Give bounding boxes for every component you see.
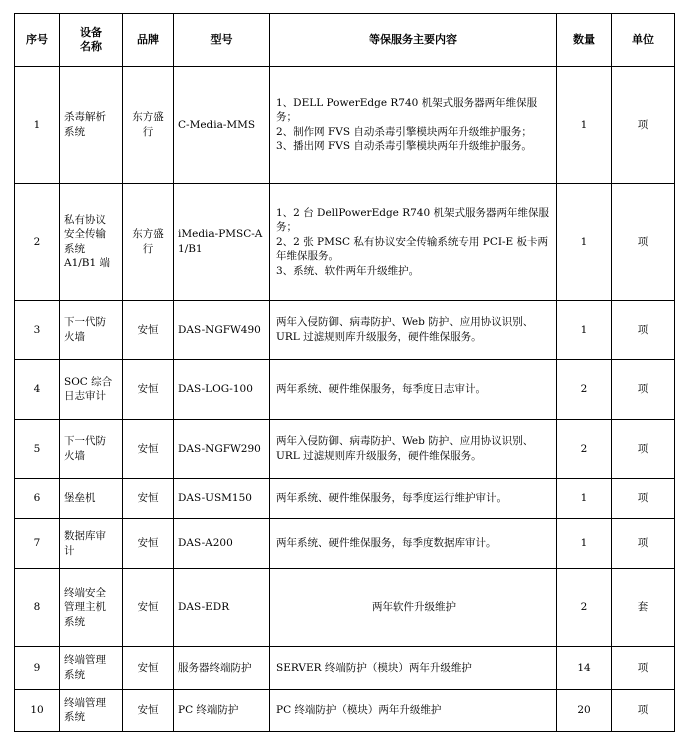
cell-qty: 1 [557, 519, 612, 568]
cell-model: DAS-A200 [174, 519, 270, 568]
table-row [15, 419, 675, 478]
table-row [15, 689, 675, 731]
cell-no: 10 [15, 689, 60, 731]
cell-name: 下一代防 火墙 [60, 300, 123, 359]
header-name: 设备 名称 [60, 14, 123, 67]
cell-content: SERVER 终端防护（模块）两年升级维护 [270, 647, 557, 689]
cell-qty: 14 [557, 647, 612, 689]
cell-name: 终端管理 系统 [60, 647, 123, 689]
table-row [15, 300, 675, 359]
header-qty: 数量 [557, 14, 612, 67]
cell-content: 两年软件升级维护 [270, 568, 557, 647]
cell-qty: 20 [557, 689, 612, 731]
cell-unit: 项 [612, 360, 675, 419]
cell-content: PC 终端防护（模块）两年升级维护 [270, 689, 557, 731]
cell-model: iMedia-PMSC-A1/B1 [174, 183, 270, 300]
cell-brand: 安恒 [123, 419, 174, 478]
cell-no: 6 [15, 479, 60, 519]
cell-brand: 安恒 [123, 689, 174, 731]
cell-qty: 1 [557, 183, 612, 300]
cell-model: C-Media-MMS [174, 67, 270, 184]
table-row [15, 479, 675, 519]
cell-no: 5 [15, 419, 60, 478]
cell-unit: 项 [612, 300, 675, 359]
cell-content: 两年入侵防御、病毒防护、Web 防护、应用协议识别、URL 过滤规则库升级服务，硬件维保服务。 [270, 300, 557, 359]
header-unit: 单位 [612, 14, 675, 67]
cell-unit: 项 [612, 67, 675, 184]
header-model: 型号 [174, 14, 270, 67]
cell-model: DAS-USM150 [174, 479, 270, 519]
cell-brand: 安恒 [123, 519, 174, 568]
cell-no: 3 [15, 300, 60, 359]
table-row [15, 183, 675, 300]
header-content: 等保服务主要内容 [270, 14, 557, 67]
cell-brand: 东方盛 行 [123, 183, 174, 300]
cell-qty: 1 [557, 479, 612, 519]
cell-content: 两年入侵防御、病毒防护、Web 防护、应用协议识别、URL 过滤规则库升级服务，硬件维保服务。 [270, 419, 557, 478]
cell-name: 堡垒机 [60, 479, 123, 519]
cell-unit: 项 [612, 479, 675, 519]
cell-unit: 项 [612, 183, 675, 300]
cell-model: PC 终端防护 [174, 689, 270, 731]
cell-brand: 安恒 [123, 300, 174, 359]
cell-name: SOC 综合 日志审计 [60, 360, 123, 419]
cell-name: 终端安全 管理主机 系统 [60, 568, 123, 647]
table-header-row [15, 14, 675, 67]
table-row [15, 647, 675, 689]
cell-name: 私有协议 安全传输 系统 A1/B1 端 [60, 183, 123, 300]
cell-unit: 项 [612, 419, 675, 478]
table-row [15, 360, 675, 419]
cell-content: 两年系统、硬件维保服务，每季度运行维护审计。 [270, 479, 557, 519]
cell-content: 两年系统、硬件维保服务，每季度日志审计。 [270, 360, 557, 419]
cell-no: 9 [15, 647, 60, 689]
header-brand: 品牌 [123, 14, 174, 67]
cell-qty: 2 [557, 419, 612, 478]
table-row [15, 519, 675, 568]
cell-qty: 1 [557, 300, 612, 359]
cell-brand: 安恒 [123, 360, 174, 419]
cell-brand: 东方盛 行 [123, 67, 174, 184]
cell-model: DAS-LOG-100 [174, 360, 270, 419]
cell-name: 杀毒解析 系统 [60, 67, 123, 184]
cell-no: 4 [15, 360, 60, 419]
cell-content: 1、DELL PowerEdge R740 机架式服务器两年维保服务； 2、制作网 FVS 自动杀毒引擎模块两年升级维护服务； 3、播出网 FVS 自动杀毒引擎模块两年升级维护服务。 [270, 67, 557, 184]
cell-model: DAS-NGFW290 [174, 419, 270, 478]
cell-no: 8 [15, 568, 60, 647]
cell-brand: 安恒 [123, 479, 174, 519]
cell-name: 终端管理 系统 [60, 689, 123, 731]
cell-no: 1 [15, 67, 60, 184]
cell-content: 两年系统、硬件维保服务，每季度数据库审计。 [270, 519, 557, 568]
cell-model: 服务器终端防护 [174, 647, 270, 689]
cell-qty: 2 [557, 360, 612, 419]
cell-name: 数据库审 计 [60, 519, 123, 568]
cell-unit: 项 [612, 519, 675, 568]
cell-name: 下一代防 火墙 [60, 419, 123, 478]
table-row [15, 568, 675, 647]
cell-qty: 2 [557, 568, 612, 647]
cell-brand: 安恒 [123, 647, 174, 689]
cell-brand: 安恒 [123, 568, 174, 647]
cell-content: 1、2 台 DellPowerEdge R740 机架式服务器两年维保服务； 2、2 张 PMSC 私有协议安全传输系统专用 PCI-E 板卡两年维保服务。 3、系统、软件两年升级维护。 [270, 183, 557, 300]
header-no: 序号 [15, 14, 60, 67]
cell-model: DAS-NGFW490 [174, 300, 270, 359]
cell-unit: 套 [612, 568, 675, 647]
cell-qty: 1 [557, 67, 612, 184]
cell-model: DAS-EDR [174, 568, 270, 647]
service-table [14, 13, 675, 732]
cell-unit: 项 [612, 689, 675, 731]
cell-unit: 项 [612, 647, 675, 689]
cell-no: 2 [15, 183, 60, 300]
cell-no: 7 [15, 519, 60, 568]
table-row [15, 67, 675, 184]
